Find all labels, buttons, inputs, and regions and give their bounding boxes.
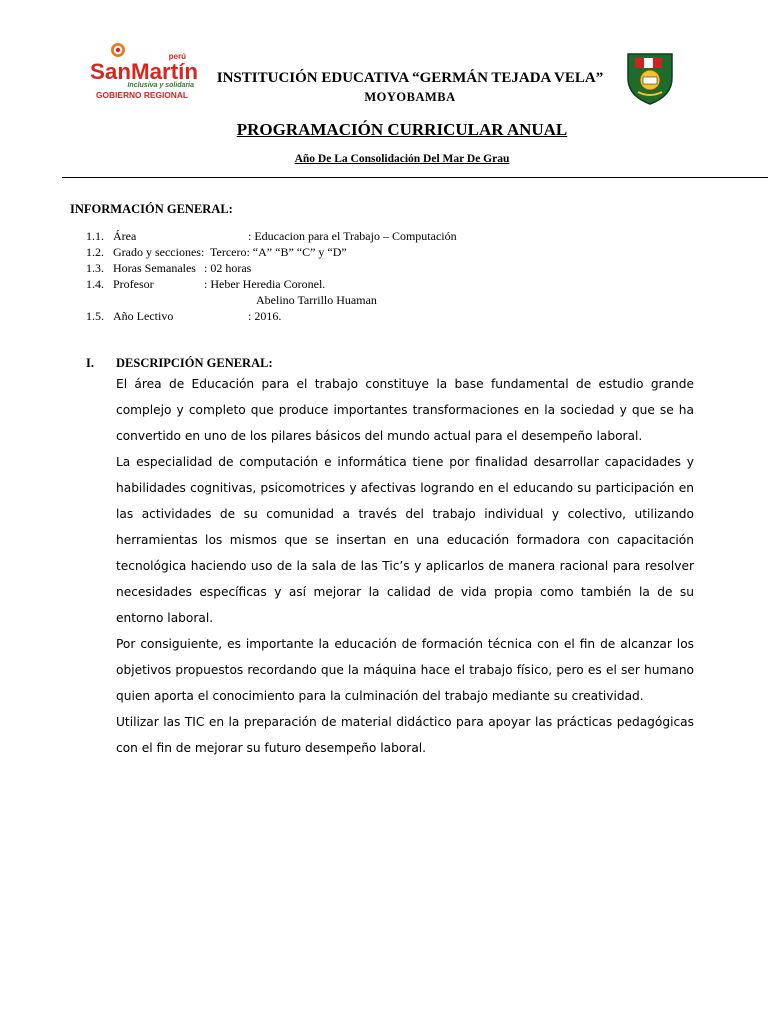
paragraph: Utilizar las TIC en la preparación de material didáctico para apoyar las prácticas pedagógicas con el fin de mejorar su futuro desempeño laboral. [116, 715, 694, 755]
header-divider [62, 177, 768, 178]
paragraph: Por consiguiente, es importante la educación de formación técnica con el fin de alcanzar los objetivos propuestos recordando que la máquina hace el trabajo físico, pero es el ser humano quien aporta el conocimiento para la culminación del trabajo mediante su creatividad. [116, 637, 694, 703]
logo-tagline: Inclusiva y solidaria [127, 82, 194, 89]
info-value: : Educacion para el Trabajo – Computación [248, 229, 457, 243]
paragraph: La especialidad de computación e informática tiene por finalidad desarrollar capacidades y habilidades cognitivas, psicomotrices y afectivas logrando en el educando su participación en las actividades de su comunidad a través del trabajo individual y colectivo, utilizando herramientas los mismos que se insertan en una educación formadora con capacitación tecnológica haciendo uso de la sala de las Tic’s y aplicarlos de manera racional para resolver necesidades específicas y así mejorar la calidad de vida propia como también la de su entorno laboral. [116, 455, 694, 625]
info-number: 1.1. [86, 229, 104, 243]
regional-seal-icon [111, 43, 125, 57]
city-name: MOYOBAMBA [364, 90, 456, 104]
logo-sub: GOBIERNO REGIONAL [96, 91, 189, 100]
info-label: Año Lectivo [113, 309, 174, 323]
info-value: : Heber Heredia Coronel. [204, 277, 326, 291]
info-label: Profesor [113, 277, 154, 291]
info-number: 1.5. [86, 309, 104, 323]
info-label: Área [113, 229, 137, 243]
san-martin-logo [88, 42, 200, 104]
school-shield-icon [628, 54, 672, 104]
logo-name: SanMartín [90, 59, 198, 84]
section-title: DESCRIPCIÓN GENERAL: [116, 356, 273, 370]
paragraph: El área de Educación para el trabajo constituye la base fundamental de estudio grande complejo y completo que produce importantes transformaciones en la sociedad y que se ha convertido en uno de los pilares básicos del mundo actual para el desempeño laboral. [116, 377, 694, 443]
section-number: I. [86, 356, 94, 370]
general-info-heading: INFORMACIÓN GENERAL: [70, 202, 233, 216]
info-value: Abelino Tarrillo Huaman [256, 293, 377, 307]
info-number: 1.4. [86, 277, 104, 291]
school-shield-logo [624, 48, 676, 106]
institution-name: INSTITUCIÓN EDUCATIVA “GERMÁN TEJADA VELA” [216, 70, 604, 86]
info-value: : 02 horas [204, 261, 252, 275]
document-title: PROGRAMACIÓN CURRICULAR ANUAL [236, 120, 568, 139]
info-value: : 2016. [248, 309, 282, 323]
logo-top-word: perú [168, 52, 186, 61]
description-body [116, 371, 694, 761]
info-label: Horas Semanales [113, 261, 196, 275]
info-number: 1.3. [86, 261, 104, 275]
info-value: Tercero: “A” “B” “C” y “D” [210, 245, 347, 259]
info-label: Grado y secciones: [113, 245, 205, 259]
info-number: 1.2. [86, 245, 104, 259]
document-subtitle: Año De La Consolidación Del Mar De Grau [294, 153, 510, 165]
